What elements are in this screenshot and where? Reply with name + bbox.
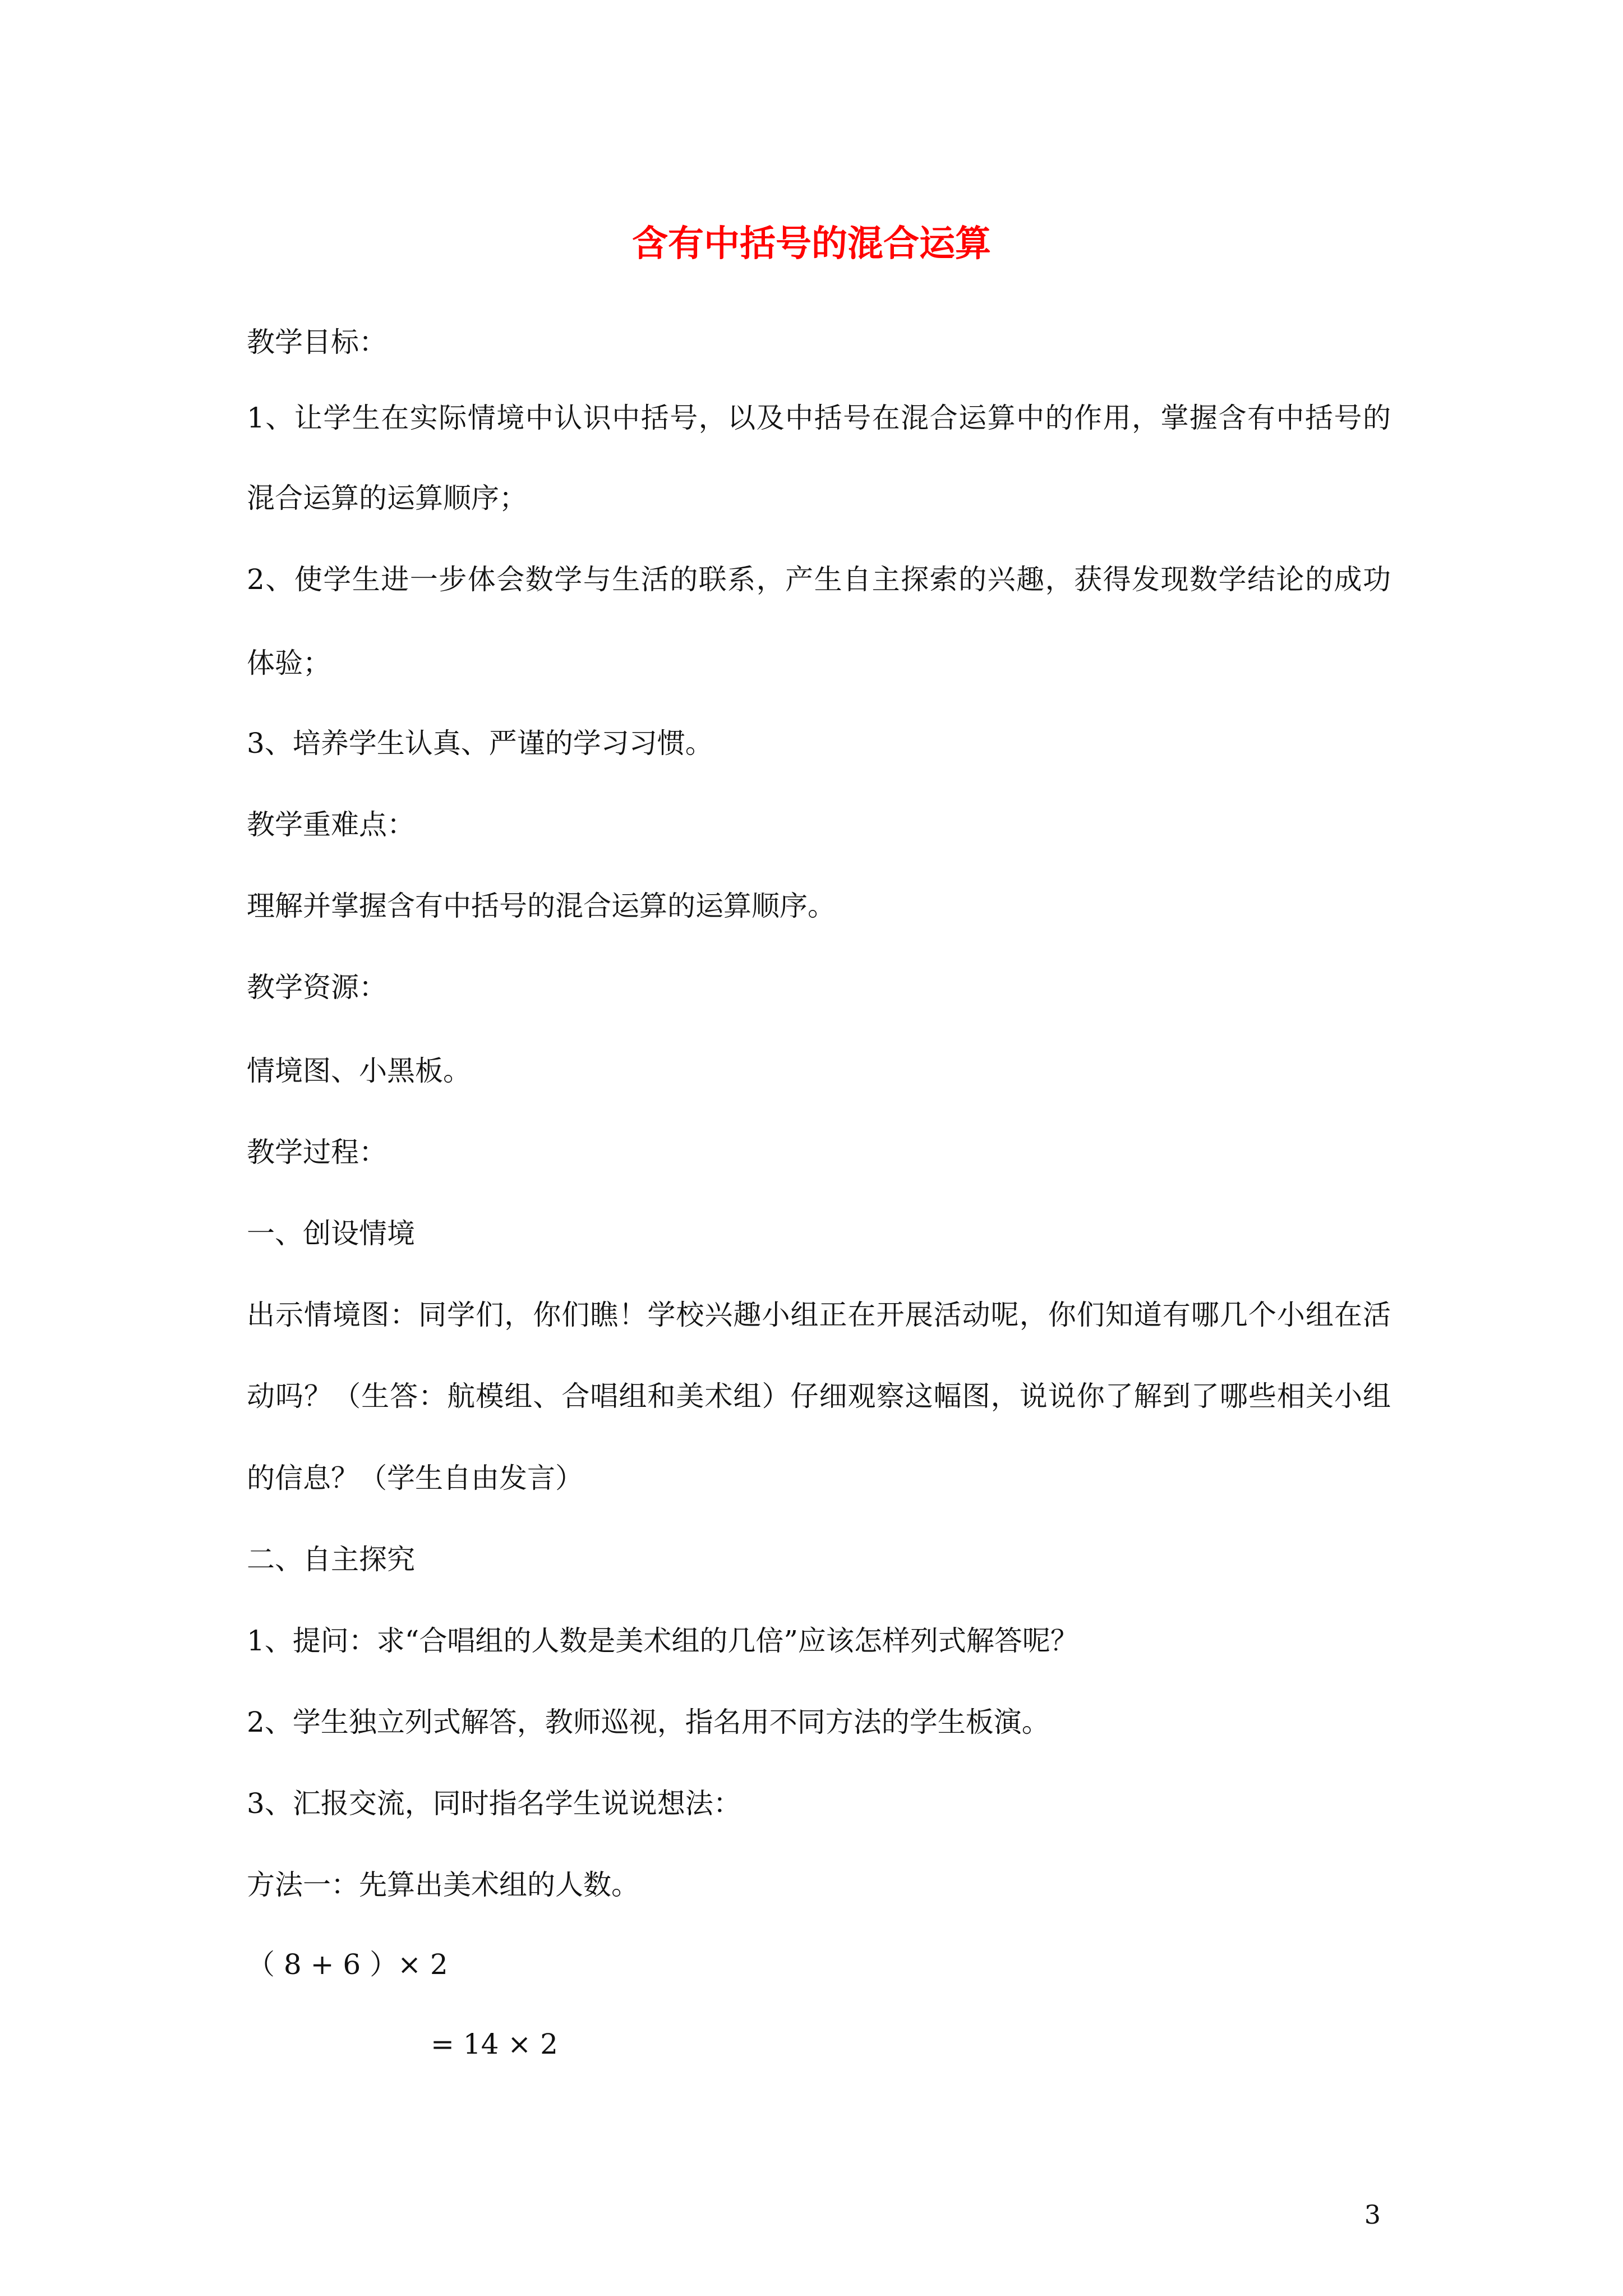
text-line: 1、让学生在实际情境中认识中括号，以及中括号在混合运算中的作用，掌握含有中括号的 [247,402,1391,434]
text-line: 的信息？（学生自由发言） [247,1462,583,1494]
text-line: 二、自主探究 [247,1543,415,1576]
text-line: 体验； [247,647,331,679]
text-line: 一、创设情境 [247,1217,415,1250]
text-line: 动吗？（生答：航模组、合唱组和美术组）仔细观察这幅图，说说你了解到了哪些相关小组 [247,1380,1391,1412]
text-line: 教学重难点： [247,808,415,841]
text-line: 3、汇报交流，同时指名学生说说想法： [247,1787,741,1820]
text-line: 教学目标： [247,326,387,358]
text-line: 理解并掌握含有中括号的混合运算的运算顺序。 [247,890,836,922]
math-expression: = 14 × 2 [431,2028,558,2060]
page-number: 3 [1364,2200,1381,2230]
text-line: 出示情境图：同学们，你们瞧！学校兴趣小组正在开展活动呢，你们知道有哪几个小组在活 [247,1299,1391,1331]
text-line: 教学资源： [247,971,387,1004]
math-expression: （ 8 + 6 ）× 2 [247,1948,448,1981]
text-line: 情境图、小黑板。 [247,1055,471,1087]
text-line: 教学过程： [247,1136,387,1168]
text-line: 1、提问：求“合唱组的人数是美术组的几倍”应该怎样列式解答呢？ [247,1625,1078,1657]
text-line: 2、使学生进一步体会数学与生活的联系，产生自主探索的兴趣，获得发现数学结论的成功 [247,563,1391,596]
text-line: 混合运算的运算顺序； [247,482,527,514]
text-line: 3、培养学生认真、严谨的学习习惯。 [247,727,713,760]
document-title: 含有中括号的混合运算 [632,223,991,265]
text-line: 方法一：先算出美术组的人数。 [247,1869,639,1901]
text-line: 2、学生独立列式解答，教师巡视，指名用不同方法的学生板演。 [247,1706,1050,1738]
